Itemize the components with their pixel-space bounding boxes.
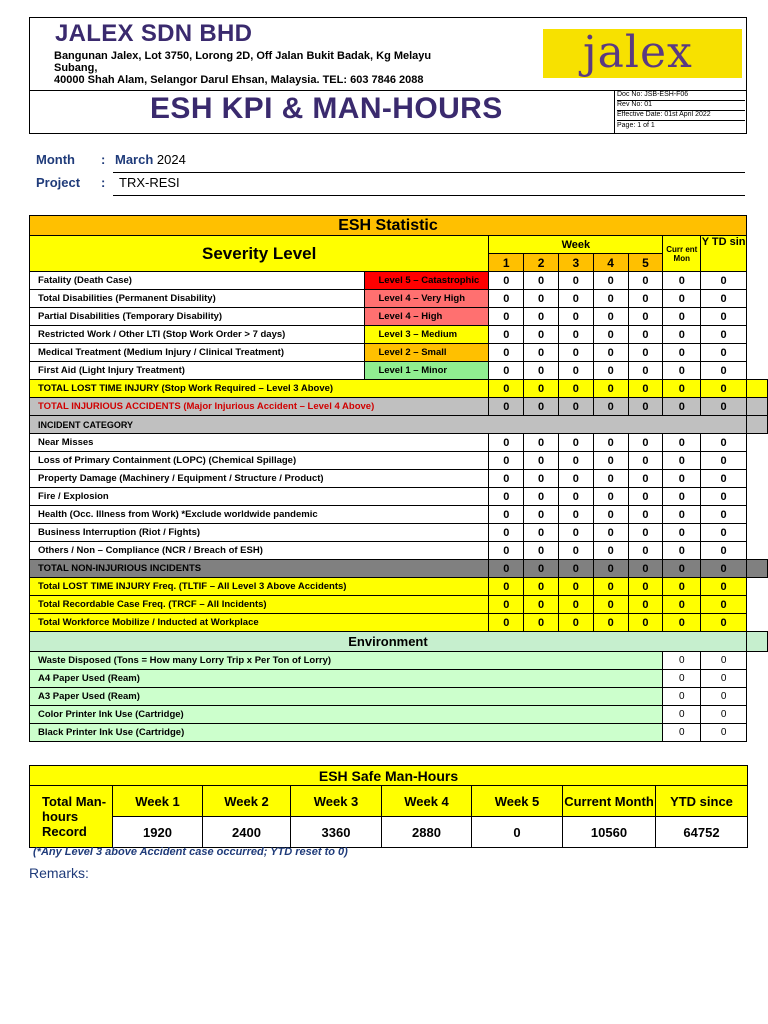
spacer-cell — [746, 506, 767, 524]
value-cell: 0 — [558, 434, 593, 452]
spacer-cell — [746, 362, 767, 380]
manhours-header-5: Week 5 — [472, 786, 563, 817]
tltif-label: Total LOST TIME INJURY Freq. (TLTIF – All Level 3 Above Accidents) — [30, 578, 489, 596]
spacer-cell — [746, 524, 767, 542]
value-cell: 0 — [593, 542, 628, 560]
value-cell: 0 — [701, 380, 747, 398]
value-cell: 0 — [524, 452, 559, 470]
value-cell: 0 — [701, 506, 747, 524]
manhours-row-label: Total Man-hours Record — [30, 786, 113, 848]
severity-level-badge: Level 3 – Medium — [365, 326, 489, 344]
value-cell: 0 — [558, 470, 593, 488]
environment-row-label: Color Printer Ink Use (Cartridge) — [30, 706, 663, 724]
value-cell: 0 — [489, 506, 524, 524]
value-cell: 0 — [663, 688, 701, 706]
value-cell: 0 — [628, 398, 663, 416]
value-cell: 0 — [593, 578, 628, 596]
value-cell: 0 — [593, 596, 628, 614]
severity-row-label: Total Disabilities (Permanent Disability) — [30, 290, 365, 308]
project-value: TRX-RESI — [119, 175, 180, 190]
value-cell: 0 — [663, 506, 701, 524]
week-number-5: 5 — [628, 254, 663, 272]
header-vertical-divider — [614, 90, 615, 134]
spacer-cell — [746, 470, 767, 488]
value-cell: 0 — [524, 272, 559, 290]
value-cell: 0 — [701, 560, 747, 578]
company-logo — [543, 29, 742, 78]
value-cell: 0 — [489, 542, 524, 560]
value-cell: 0 — [489, 380, 524, 398]
value-cell: 0 — [663, 398, 701, 416]
severity-row-label: Restricted Work / Other LTI (Stop Work Order > 7 days) — [30, 326, 365, 344]
value-cell: 0 — [593, 614, 628, 632]
environment-row-label: Waste Disposed (Tons = How many Lorry Trip x Per Ton of Lorry) — [30, 652, 663, 670]
manhours-header-1: Week 1 — [113, 786, 203, 817]
value-cell: 0 — [701, 434, 747, 452]
severity-row-label: First Aid (Light Injury Treatment) — [30, 362, 365, 380]
value-cell: 0 — [558, 524, 593, 542]
value-cell: 0 — [628, 326, 663, 344]
incident-category-header: INCIDENT CATEGORY — [30, 416, 747, 434]
value-cell: 0 — [524, 614, 559, 632]
value-cell: 0 — [489, 344, 524, 362]
severity-level-badge: Level 5 – Catastrophic — [365, 272, 489, 290]
value-cell: 0 — [628, 578, 663, 596]
value-cell: 0 — [489, 290, 524, 308]
incident-row-label: Fire / Explosion — [30, 488, 489, 506]
spacer-cell — [746, 272, 767, 290]
value-cell: 0 — [663, 542, 701, 560]
value-cell: 0 — [701, 596, 747, 614]
manhours-value-6: 10560 — [563, 817, 656, 848]
manhours-value-7: 64752 — [656, 817, 748, 848]
week-number-1: 1 — [489, 254, 524, 272]
value-cell: 0 — [663, 488, 701, 506]
week-number-4: 4 — [593, 254, 628, 272]
value-cell: 0 — [489, 272, 524, 290]
value-cell: 0 — [558, 380, 593, 398]
document-title: ESH KPI & MAN-HOURS — [150, 92, 503, 125]
value-cell: 0 — [628, 362, 663, 380]
value-cell: 0 — [628, 614, 663, 632]
value-cell: 0 — [701, 524, 747, 542]
value-cell: 0 — [593, 488, 628, 506]
value-cell: 0 — [524, 596, 559, 614]
value-cell: 0 — [524, 524, 559, 542]
rev-number: Rev No: 01 — [617, 100, 745, 111]
value-cell: 0 — [558, 326, 593, 344]
value-cell: 0 — [701, 290, 747, 308]
project-label: Project — [36, 175, 81, 190]
manhours-value-3: 3360 — [291, 817, 382, 848]
value-cell: 0 — [628, 434, 663, 452]
value-cell: 0 — [558, 290, 593, 308]
esh-statistic-title: ESH Statistic — [30, 216, 747, 236]
value-cell: 0 — [558, 308, 593, 326]
spacer-cell — [746, 380, 767, 398]
value-cell: 0 — [701, 688, 747, 706]
severity-level-badge: Level 4 – Very High — [365, 290, 489, 308]
value-cell: 0 — [701, 398, 747, 416]
value-cell: 0 — [489, 488, 524, 506]
manhours-header-7: YTD since — [656, 786, 748, 817]
value-cell: 0 — [524, 398, 559, 416]
spacer-cell — [746, 724, 767, 742]
value-cell: 0 — [558, 614, 593, 632]
spacer-cell — [746, 596, 767, 614]
value-cell: 0 — [524, 326, 559, 344]
month-name: March — [115, 152, 154, 167]
project-underline — [113, 195, 745, 196]
value-cell: 0 — [558, 542, 593, 560]
current-month-header: Curr ent Mon — [663, 236, 701, 272]
value-cell: 0 — [489, 434, 524, 452]
month-value — [115, 152, 186, 167]
value-cell: 0 — [663, 290, 701, 308]
value-cell: 0 — [663, 452, 701, 470]
value-cell: 0 — [489, 596, 524, 614]
value-cell: 0 — [524, 470, 559, 488]
spacer-cell — [746, 706, 767, 724]
spacer-cell — [746, 308, 767, 326]
trcf-label: Total Recordable Case Freq. (TRCF – All Incidents) — [30, 596, 489, 614]
company-address-line-2: Subang, — [54, 62, 98, 74]
manhours-header-4: Week 4 — [382, 786, 472, 817]
value-cell: 0 — [628, 542, 663, 560]
value-cell: 0 — [628, 290, 663, 308]
value-cell: 0 — [628, 524, 663, 542]
value-cell: 0 — [524, 506, 559, 524]
value-cell: 0 — [663, 362, 701, 380]
value-cell: 0 — [663, 272, 701, 290]
remarks-label: Remarks: — [29, 865, 89, 881]
incident-row-label: Others / Non – Compliance (NCR / Breach of ESH) — [30, 542, 489, 560]
spacer-cell — [746, 398, 767, 416]
value-cell: 0 — [663, 326, 701, 344]
value-cell: 0 — [701, 344, 747, 362]
value-cell: 0 — [558, 488, 593, 506]
value-cell: 0 — [628, 344, 663, 362]
spacer-cell — [746, 632, 767, 652]
value-cell: 0 — [701, 614, 747, 632]
value-cell: 0 — [593, 434, 628, 452]
spacer-cell — [746, 560, 767, 578]
value-cell: 0 — [489, 470, 524, 488]
value-cell: 0 — [628, 272, 663, 290]
effective-date: Effective Date: 01st April 2022 — [617, 110, 745, 121]
value-cell: 0 — [524, 434, 559, 452]
value-cell: 0 — [663, 524, 701, 542]
value-cell: 0 — [524, 308, 559, 326]
value-cell: 0 — [628, 560, 663, 578]
manhours-title: ESH Safe Man-Hours — [30, 766, 748, 786]
value-cell: 0 — [524, 488, 559, 506]
spacer-cell — [746, 652, 767, 670]
value-cell: 0 — [489, 362, 524, 380]
spacer-cell — [746, 434, 767, 452]
value-cell: 0 — [593, 470, 628, 488]
value-cell: 0 — [701, 542, 747, 560]
spacer-cell — [746, 614, 767, 632]
manhours-header-6: Current Month — [563, 786, 656, 817]
logo-text: jalex — [583, 29, 693, 78]
value-cell: 0 — [558, 362, 593, 380]
manhours-value-2: 2400 — [203, 817, 291, 848]
value-cell: 0 — [663, 434, 701, 452]
value-cell: 0 — [663, 652, 701, 670]
environment-row-label: A3 Paper Used (Ream) — [30, 688, 663, 706]
severity-row-label: Fatality (Death Case) — [30, 272, 365, 290]
value-cell: 0 — [489, 398, 524, 416]
total-lti-label: TOTAL LOST TIME INJURY (Stop Work Required – Level 3 Above) — [30, 380, 489, 398]
value-cell: 0 — [489, 452, 524, 470]
value-cell: 0 — [701, 326, 747, 344]
safe-manhours-table — [29, 765, 748, 848]
value-cell: 0 — [558, 344, 593, 362]
month-colon: : — [101, 152, 106, 167]
spacer-cell — [746, 290, 767, 308]
severity-level-badge: Level 2 – Small — [365, 344, 489, 362]
spacer-cell — [746, 578, 767, 596]
value-cell: 0 — [524, 380, 559, 398]
value-cell: 0 — [558, 560, 593, 578]
value-cell: 0 — [701, 452, 747, 470]
manhours-value-4: 2880 — [382, 817, 472, 848]
month-underline — [113, 172, 745, 173]
spacer-cell — [746, 216, 767, 236]
ytd-reset-note: (*Any Level 3 above Accident case occurred; YTD reset to 0) — [33, 846, 348, 858]
environment-row-label: Black Printer Ink Use (Cartridge) — [30, 724, 663, 742]
spacer-cell — [746, 452, 767, 470]
spacer-cell — [746, 416, 767, 434]
value-cell: 0 — [524, 542, 559, 560]
value-cell: 0 — [663, 706, 701, 724]
value-cell: 0 — [489, 308, 524, 326]
value-cell: 0 — [524, 578, 559, 596]
ytd-header: Y TD sin — [701, 236, 747, 272]
value-cell: 0 — [558, 398, 593, 416]
value-cell: 0 — [701, 578, 747, 596]
incident-row-label: Near Misses — [30, 434, 489, 452]
month-label: Month — [36, 152, 75, 167]
value-cell: 0 — [593, 272, 628, 290]
manhours-header-2: Week 2 — [203, 786, 291, 817]
value-cell: 0 — [701, 308, 747, 326]
week-number-3: 3 — [558, 254, 593, 272]
value-cell: 0 — [628, 470, 663, 488]
page-number: Page: 1 of 1 — [617, 122, 655, 129]
value-cell: 0 — [593, 506, 628, 524]
value-cell: 0 — [593, 398, 628, 416]
value-cell: 0 — [524, 560, 559, 578]
value-cell: 0 — [663, 578, 701, 596]
company-address-line-1: Bangunan Jalex, Lot 3750, Lorong 2D, Off Jalan Bukit Badak, Kg Melayu — [54, 50, 432, 62]
spacer-cell — [746, 670, 767, 688]
value-cell: 0 — [489, 560, 524, 578]
severity-row-label: Partial Disabilities (Temporary Disability) — [30, 308, 365, 326]
value-cell: 0 — [628, 380, 663, 398]
week-header: Week — [489, 236, 663, 254]
value-cell: 0 — [701, 724, 747, 742]
value-cell: 0 — [593, 380, 628, 398]
severity-level-badge: Level 4 – High — [365, 308, 489, 326]
doc-number: Doc No: JSB-ESH-F06 — [617, 90, 745, 101]
value-cell: 0 — [524, 362, 559, 380]
value-cell: 0 — [663, 470, 701, 488]
value-cell: 0 — [593, 308, 628, 326]
month-year: 2024 — [156, 152, 186, 167]
value-cell: 0 — [663, 344, 701, 362]
incident-row-label: Loss of Primary Containment (LOPC) (Chemical Spillage) — [30, 452, 489, 470]
value-cell: 0 — [663, 596, 701, 614]
value-cell: 0 — [593, 524, 628, 542]
company-name: JALEX SDN BHD — [55, 20, 253, 47]
value-cell: 0 — [558, 452, 593, 470]
value-cell: 0 — [663, 614, 701, 632]
spacer-cell — [746, 542, 767, 560]
value-cell: 0 — [628, 488, 663, 506]
value-cell: 0 — [489, 326, 524, 344]
value-cell: 0 — [558, 596, 593, 614]
value-cell: 0 — [663, 308, 701, 326]
value-cell: 0 — [524, 290, 559, 308]
environment-row-label: A4 Paper Used (Ream) — [30, 670, 663, 688]
environment-header: Environment — [30, 632, 747, 652]
value-cell: 0 — [593, 362, 628, 380]
severity-level-badge: Level 1 – Minor — [365, 362, 489, 380]
value-cell: 0 — [701, 706, 747, 724]
severity-level-header: Severity Level — [30, 236, 489, 272]
incident-row-label: Health (Occ. Illness from Work) *Exclude worldwide pandemic — [30, 506, 489, 524]
value-cell: 0 — [701, 470, 747, 488]
total-injurious-label: TOTAL INJURIOUS ACCIDENTS (Major Injurious Accident – Level 4 Above) — [30, 398, 489, 416]
spacer-cell — [746, 344, 767, 362]
value-cell: 0 — [593, 344, 628, 362]
esh-statistic-table — [29, 215, 768, 742]
value-cell: 0 — [701, 362, 747, 380]
value-cell: 0 — [628, 596, 663, 614]
value-cell: 0 — [489, 578, 524, 596]
value-cell: 0 — [524, 344, 559, 362]
company-address-line-3: 40000 Shah Alam, Selangor Darul Ehsan, Malaysia. TEL: 603 7846 2088 — [54, 74, 424, 86]
spacer-cell — [746, 488, 767, 506]
value-cell: 0 — [593, 326, 628, 344]
incident-row-label: Business Interruption (Riot / Fights) — [30, 524, 489, 542]
value-cell: 0 — [489, 614, 524, 632]
value-cell: 0 — [701, 488, 747, 506]
week-number-2: 2 — [524, 254, 559, 272]
value-cell: 0 — [558, 578, 593, 596]
value-cell: 0 — [663, 560, 701, 578]
value-cell: 0 — [593, 452, 628, 470]
total-non-injurious-label: TOTAL NON-INJURIOUS INCIDENTS — [30, 560, 489, 578]
value-cell: 0 — [558, 506, 593, 524]
spacer-cell — [746, 236, 767, 272]
value-cell: 0 — [593, 560, 628, 578]
manhours-value-5: 0 — [472, 817, 563, 848]
value-cell: 0 — [593, 290, 628, 308]
value-cell: 0 — [663, 670, 701, 688]
workforce-label: Total Workforce Mobilize / Inducted at Workplace — [30, 614, 489, 632]
value-cell: 0 — [628, 308, 663, 326]
incident-row-label: Property Damage (Machinery / Equipment / Structure / Product) — [30, 470, 489, 488]
value-cell: 0 — [701, 670, 747, 688]
spacer-cell — [746, 326, 767, 344]
severity-row-label: Medical Treatment (Medium Injury / Clinical Treatment) — [30, 344, 365, 362]
value-cell: 0 — [663, 724, 701, 742]
value-cell: 0 — [663, 380, 701, 398]
value-cell: 0 — [701, 272, 747, 290]
value-cell: 0 — [628, 506, 663, 524]
value-cell: 0 — [558, 272, 593, 290]
value-cell: 0 — [701, 652, 747, 670]
spacer-cell — [746, 688, 767, 706]
project-colon: : — [101, 175, 106, 190]
value-cell: 0 — [489, 524, 524, 542]
manhours-header-3: Week 3 — [291, 786, 382, 817]
value-cell: 0 — [628, 452, 663, 470]
manhours-value-1: 1920 — [113, 817, 203, 848]
